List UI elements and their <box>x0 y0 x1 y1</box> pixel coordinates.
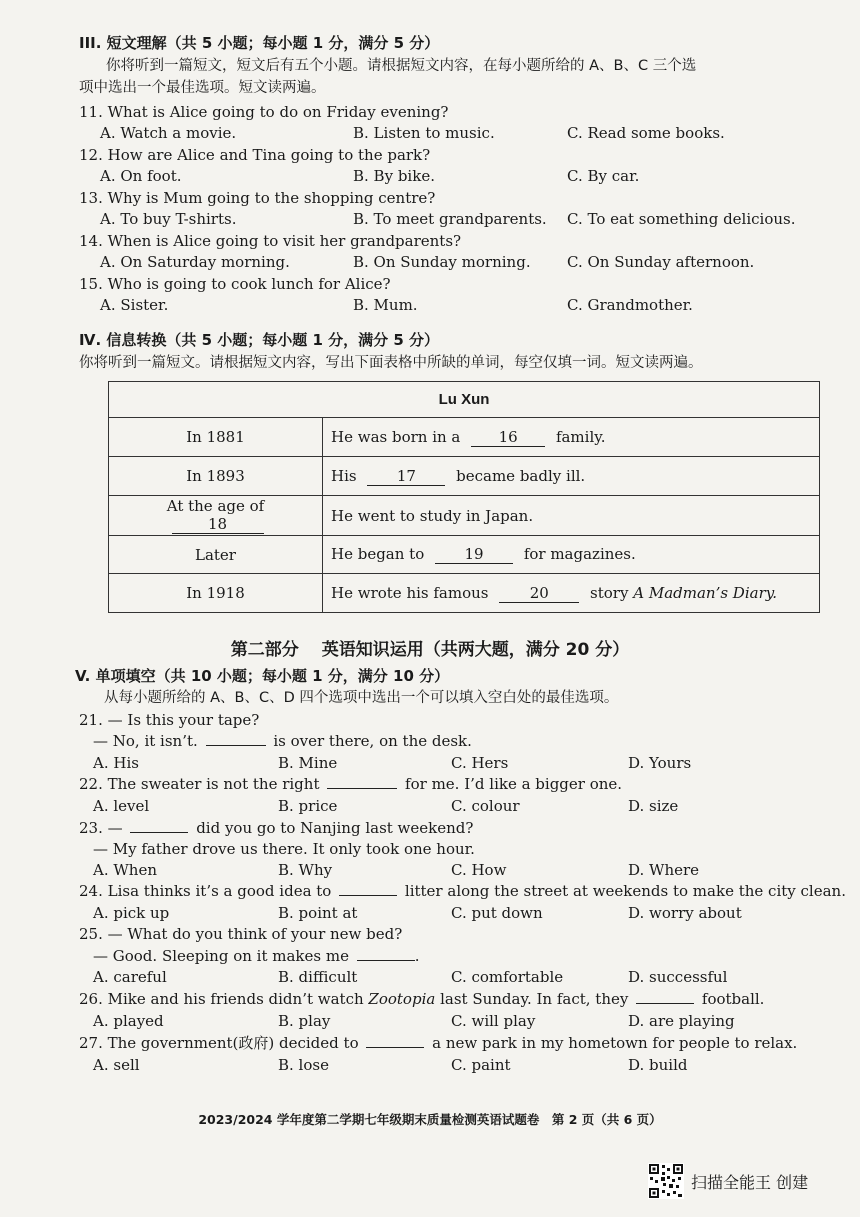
q24-option-b: B. point at <box>278 904 358 922</box>
question-25-line-2 <box>93 946 420 966</box>
question-21-line-2 <box>93 731 472 751</box>
q12-option-a: A. On foot. <box>100 167 182 185</box>
section-3-instruction: 你将听到一篇短文，短文后有五个小题。请根据短文内容，在每小题所给的 A、B、C 三个选 <box>106 58 697 74</box>
question-14: 14. When is Alice going to visit her grandparents? <box>79 232 462 250</box>
q14-option-b: B. On Sunday morning. <box>353 253 531 271</box>
question-22 <box>79 774 622 794</box>
question-27 <box>79 1033 797 1053</box>
section-3-instruction-cont: 项中选出一个最佳选项。短文读两遍。 <box>79 80 326 96</box>
event-text: He wrote his famous <box>331 583 489 602</box>
question-text: for me. I’d like a bigger one. <box>405 775 623 793</box>
question-text: last Sunday. In fact, they <box>440 990 629 1008</box>
question-text: football. <box>701 990 765 1008</box>
blank-19[interactable]: 19 <box>435 546 513 564</box>
q26-option-a: A. played <box>93 1012 164 1030</box>
story-title: A Madman’s Diary. <box>633 583 777 602</box>
blank-22[interactable] <box>327 788 397 789</box>
qr-code-icon <box>648 1163 684 1199</box>
blank-17[interactable]: 17 <box>367 468 445 486</box>
blank-26[interactable] <box>636 1003 694 1004</box>
question-text: a new park in my hometown for people to relax. <box>432 1034 798 1052</box>
table-cell-event <box>323 457 820 496</box>
question-text: did you go to Nanjing last weekend? <box>196 819 474 837</box>
question-24 <box>79 881 846 901</box>
blank-20[interactable]: 20 <box>499 585 579 603</box>
blank-23[interactable] <box>130 832 188 833</box>
event-text: became badly ill. <box>456 466 586 485</box>
dialog-text: — No, it isn’t. <box>93 732 198 750</box>
q23-option-d: D. Where <box>628 861 700 879</box>
question-text: 23. — <box>79 819 123 837</box>
question-15: 15. Who is going to cook lunch for Alice? <box>79 275 391 293</box>
event-text: He was born in a <box>331 427 461 446</box>
part-2-title: 第二部分 英语知识运用（共两大题，满分 20 分） <box>230 640 630 660</box>
q27-option-d: D. build <box>628 1056 688 1074</box>
question-21: 21. — Is this your tape? <box>79 711 260 729</box>
table-cell-age <box>109 496 323 536</box>
question-text: 24. Lisa thinks it’s a good idea to <box>79 882 332 900</box>
q27-option-c: C. paint <box>451 1056 511 1074</box>
table-cell-year: In 1881 <box>109 418 323 457</box>
blank-16[interactable]: 16 <box>471 429 545 447</box>
table-title: Lu Xun <box>109 382 820 418</box>
blank-25[interactable] <box>357 960 415 961</box>
section-4-title: Ⅳ. 信息转换（共 5 小题；每小题 1 分，满分 5 分） <box>79 331 440 349</box>
q24-option-a: A. pick up <box>93 904 170 922</box>
question-23 <box>79 818 473 838</box>
q14-option-c: C. On Sunday afternoon. <box>567 253 755 271</box>
q14-option-a: A. On Saturday morning. <box>100 253 290 271</box>
table-row <box>109 457 820 496</box>
question-text: 22. The sweater is not the right <box>79 775 320 793</box>
q11-option-a: A. Watch a movie. <box>100 124 237 142</box>
q23-option-a: A. When <box>93 861 157 879</box>
section-4-instruction: 你将听到一篇短文。请根据短文内容，写出下面表格中所缺的单词，每空仅填一词。短文读两遍。 <box>79 355 703 371</box>
question-25: 25. — What do you think of your new bed? <box>79 925 403 943</box>
event-text: family. <box>555 427 606 446</box>
table-row <box>109 574 820 613</box>
table-row <box>109 418 820 457</box>
q25-option-c: C. comfortable <box>451 968 564 986</box>
event-text: for magazines. <box>523 545 636 563</box>
section-3-title: III. 短文理解（共 5 小题；每小题 1 分，满分 5 分） <box>79 34 440 52</box>
q12-option-c: C. By car. <box>567 167 640 185</box>
q13-option-b: B. To meet grandparents. <box>353 210 547 228</box>
table-cell-event: He went to study in Japan. <box>323 496 820 536</box>
q22-option-d: D. size <box>628 797 679 815</box>
q23-option-c: C. How <box>451 861 507 879</box>
event-text: story <box>590 583 629 602</box>
table-cell-year: In 1918 <box>109 574 323 613</box>
q25-option-d: D. successful <box>628 968 728 986</box>
question-text: 26. Mike and his friends didn’t watch <box>79 990 364 1008</box>
table-cell-year: In 1893 <box>109 457 323 496</box>
q11-option-b: B. Listen to music. <box>353 124 495 142</box>
q13-option-a: A. To buy T-shirts. <box>100 210 237 228</box>
q21-option-d: D. Yours <box>628 754 692 772</box>
q26-option-b: B. play <box>278 1012 331 1030</box>
question-text: litter along the street at weekends to make the city clean. <box>404 882 846 900</box>
blank-27[interactable] <box>366 1047 424 1048</box>
question-11: 11. What is Alice going to do on Friday evening? <box>79 103 449 121</box>
lu-xun-table <box>108 381 820 613</box>
dialog-text: is over there, on the desk. <box>273 732 472 750</box>
q25-option-a: A. careful <box>93 968 167 986</box>
question-13: 13. Why is Mum going to the shopping centre? <box>79 189 436 207</box>
q22-option-b: B. price <box>278 797 338 815</box>
question-23-line-2: — My father drove us there. It only took one hour. <box>93 840 475 858</box>
table-row <box>109 496 820 536</box>
question-12: 12. How are Alice and Tina going to the park? <box>79 146 431 164</box>
q15-option-a: A. Sister. <box>100 296 169 314</box>
table-row <box>109 536 820 574</box>
q21-option-a: A. His <box>93 754 139 772</box>
q24-option-c: C. put down <box>451 904 543 922</box>
q22-option-c: C. colour <box>451 797 520 815</box>
q13-option-c: C. To eat something delicious. <box>567 210 796 228</box>
blank-24[interactable] <box>339 895 397 896</box>
table-cell-event <box>323 574 820 613</box>
scanner-watermark: 扫描全能王 创建 <box>691 1173 809 1192</box>
q21-option-b: B. Mine <box>278 754 338 772</box>
dialog-text: — Good. Sleeping on it makes me <box>93 947 349 965</box>
q22-option-a: A. level <box>93 797 150 815</box>
q15-option-b: B. Mum. <box>353 296 418 314</box>
q25-option-b: B. difficult <box>278 968 358 986</box>
blank-21[interactable] <box>206 745 266 746</box>
q15-option-c: C. Grandmother. <box>567 296 693 314</box>
q27-option-b: B. lose <box>278 1056 329 1074</box>
q12-option-b: B. By bike. <box>353 167 435 185</box>
section-5-title: V. 单项填空（共 10 小题；每小题 1 分，满分 10 分） <box>75 667 450 685</box>
page-footer: 2023/2024 学年度第二学期七年级期末质量检测英语试题卷 第 2 页（共 6 页） <box>198 1112 662 1127</box>
q23-option-b: B. Why <box>278 861 333 879</box>
q21-option-c: C. Hers <box>451 754 509 772</box>
q24-option-d: D. worry about <box>628 904 742 922</box>
event-text: He began to <box>331 545 425 563</box>
blank-18[interactable]: 18 <box>172 516 264 534</box>
dialog-text: . <box>414 947 420 965</box>
age-text: At the age of <box>166 497 265 515</box>
q26-option-c: C. will play <box>451 1012 536 1030</box>
table-cell-event <box>323 418 820 457</box>
table-cell-event <box>323 536 820 574</box>
q27-option-a: A. sell <box>93 1056 140 1074</box>
table-cell-year: Later <box>109 536 323 574</box>
event-text: His <box>331 466 357 485</box>
q26-option-d: D. are playing <box>628 1012 735 1030</box>
q11-option-c: C. Read some books. <box>567 124 725 142</box>
section-5-instruction: 从每小题所给的 A、B、C、D 四个选项中选出一个可以填入空白处的最佳选项。 <box>104 690 619 706</box>
movie-title: Zootopia <box>368 990 436 1008</box>
question-text: 27. The government(政府) decided to <box>79 1034 359 1052</box>
question-26 <box>79 989 764 1009</box>
